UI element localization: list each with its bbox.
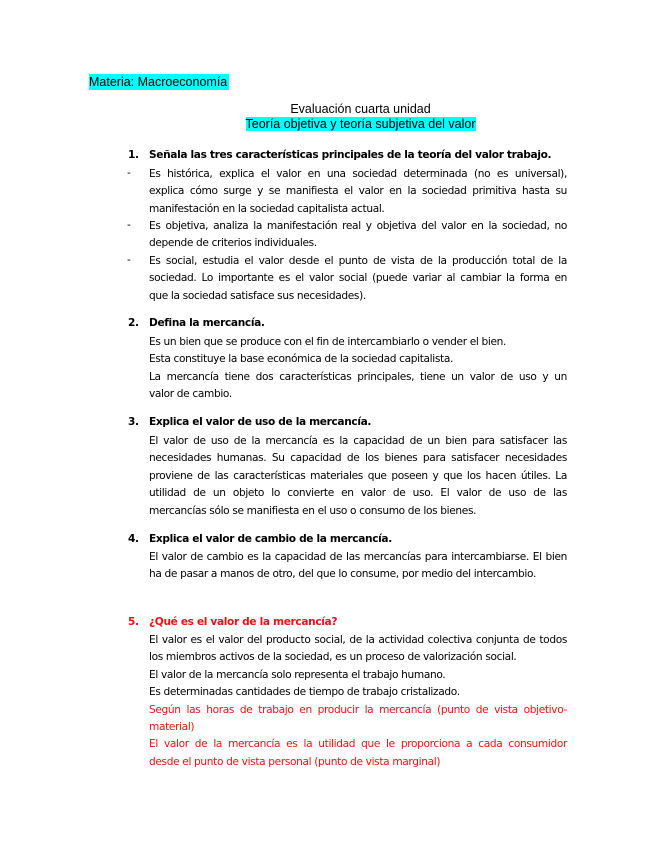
bullet-dash: - <box>127 167 131 179</box>
highlighted-answer: El valor de la mercancía es la utilidad que le proporciona a cada consumidor <box>149 738 567 751</box>
question-number: 5. <box>128 616 139 628</box>
highlighted-answer: Según las horas de trabajo en producir la mercancía (punto de vista objetivo- <box>149 703 567 716</box>
question-text: Explica el valor de cambio de la mercancía. <box>149 533 392 545</box>
answer-paragraph: El valor de uso de la mercancía es la capacidad de un bien para satisfacer las necesidades humanas. Su capacidad de los bienes para satisfacer necesidades proviene de las características materiales que poseen y que los hacen útiles. La utilidad de un objeto lo convierte en valor de uso. El valor de uso de las mercancías sólo se manifiesta en el uso o consumo de los bienes. <box>149 435 567 517</box>
question-text: Defina la mercancía. <box>149 317 265 329</box>
question-text: ¿Qué es el valor de la mercancía? <box>149 616 338 628</box>
answer-paragraph: El valor de cambio es la capacidad de las mercancías para intercambiarse. El bien ha de pasar a manos de otro, del que lo consume, por medio del intercambio. <box>149 551 567 581</box>
document-subtitle: Teoría objetiva y teoría subjetiva del valor <box>245 117 476 131</box>
subject-label: Materia: Macroeconomía <box>89 75 228 89</box>
answer-paragraph: Es social, estudia el valor desde el punto de vista de la producción total de la sociedad. Lo importante es el valor social (puede variar al cambiar la forma en que la sociedad satisface sus necesidades). <box>149 255 567 302</box>
highlighted-answer: desde el punto de vista personal (punto de vista marginal) <box>149 755 441 768</box>
answer-paragraph: Es un bien que se produce con el fin de intercambiarlo o vender el bien. Esta constituye la base económica de la sociedad capitalista. La mercancía tiene dos características principales, tiene un valor de uso y un valor de cambio. <box>149 336 567 401</box>
bullet-dash: - <box>127 219 131 231</box>
question-number: 1. <box>128 149 139 161</box>
question-number: 3. <box>128 416 139 428</box>
answer-paragraph: Es histórica, explica el valor en una sociedad determinada (no es universal), explica cómo surge y se manifiesta el valor en la sociedad primitiva hasta su manifestación en la sociedad capitalista actual. <box>149 168 567 215</box>
question-number: 2. <box>128 317 139 329</box>
question-text: Explica el valor de uso de la mercancía. <box>149 416 372 428</box>
answer-paragraph: El valor es el valor del producto social, de la actividad colectiva conjunta de todos los miembros activos de la sociedad, es un proceso de valorización social. El valor de la mercancía solo representa el trabajo humano. Es determinadas cantidades de tiempo de trabajo cristalizado. Según las horas de trabajo en producir la mercancía (punto de vista objetivo- material) El valor de la mercancía es la utilidad que le proporciona a cada consumidor desde el punto de vista personal (punto de vista marginal) <box>149 632 567 771</box>
document-title: Evaluación cuarta unidad <box>290 102 431 116</box>
answer-paragraph: Es objetiva, analiza la manifestación real y objetiva del valor en la sociedad, no depende de criterios individuales. <box>149 220 567 250</box>
question-text: Señala las tres características principales de la teoría del valor trabajo. <box>149 149 552 161</box>
highlighted-answer: material) <box>149 721 195 734</box>
question-number: 4. <box>128 533 139 545</box>
bullet-dash: - <box>127 254 131 266</box>
